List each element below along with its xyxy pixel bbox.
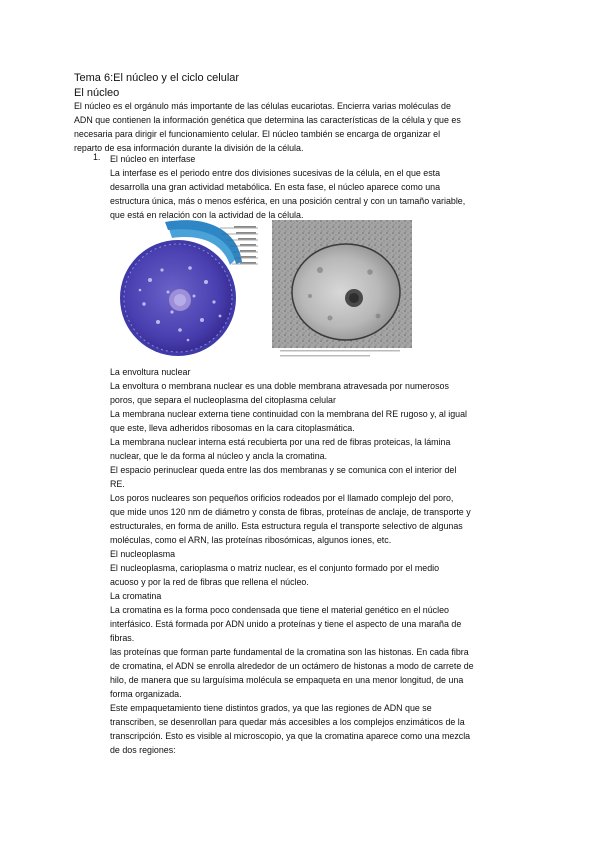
body-line: La membrana nuclear externa tiene continuidad con la membrana del RE rugoso y, al igual [110, 409, 468, 419]
body-line: El nucleoplasma, carioplasma o matriz nuclear, es el conjunto formado por el medio [110, 563, 440, 573]
body-line: transcripción. Esto es visible al microscopio, ya que la cromatina aparece como una mezcla [110, 731, 471, 741]
body-line: El espacio perinuclear queda entre las dos membranas y se comunica con el interior del [110, 465, 457, 475]
list-item-heading: El núcleo en interfase [110, 154, 196, 164]
body-heading: La envoltura nuclear [110, 367, 191, 377]
body-line: que este, lleva adheridos ribosomas en la cara citoplasmática. [110, 423, 355, 433]
body-line: moléculas, como el ARN, las proteínas ribosómicas, algunos iones, etc. [110, 535, 392, 545]
body-heading: La cromatina [110, 591, 162, 601]
page-title: Tema 6:El núcleo y el ciclo celular [74, 72, 240, 84]
intro-line: reparto de esa información durante la división de la célula. [74, 143, 304, 153]
body-line: poros, que separa el nucleoplasma del citoplasma celular [110, 395, 336, 405]
nucleus-figure [110, 220, 412, 362]
body-line: las proteínas que forman parte fundamental de la cromatina son las histonas. En cada fibra [110, 647, 469, 657]
body-heading: El nucleoplasma [110, 549, 176, 559]
body-line: hilo, de manera que su larguísima molécula se empaqueta en una menor longitud, de una [110, 675, 464, 685]
nucleus-diagram-svg [110, 220, 412, 362]
intro-line: El núcleo es el orgánulo más importante de las células eucariotas. Encierra varias moléculas de [74, 101, 451, 111]
intro-line: necesaria para dirigir el funcionamiento celular. El núcleo también se encarga de organizar el [74, 129, 441, 139]
body-line: fibras. [110, 633, 135, 643]
section-heading: El núcleo [74, 87, 120, 99]
body-line: estructurales, en forma de anillo. Esta estructura regula el transporte selectivo de algunas [110, 521, 463, 531]
intro-line: ADN que contienen la información genética que determina las características de la célula y que es [74, 115, 461, 125]
paragraph-line: La interfase es el periodo entre dos divisiones sucesivas de la célula, en el que esta [110, 168, 441, 178]
body-line: acuoso y por la red de fibras que rellena el núcleo. [110, 577, 309, 587]
body-line: nuclear, que le da forma al núcleo y ancla la cromatina. [110, 451, 328, 461]
body-line: de dos regiones: [110, 745, 176, 755]
body-line: Los poros nucleares son pequeños orificios rodeados por el llamado complejo del poro, [110, 493, 454, 503]
body-line: La envoltura o membrana nuclear es una doble membrana atravesada por numerosos [110, 381, 449, 391]
body-line: Este empaquetamiento tiene distintos grados, ya que las regiones de ADN que se [110, 703, 432, 713]
body-line: La cromatina es la forma poco condensada que tiene el material genético en el núcleo [110, 605, 449, 615]
paragraph-line: estructura única, más o menos esférica, en una posición central y con un tamaño variable, [110, 196, 466, 206]
body-line: forma organizada. [110, 689, 182, 699]
body-line: interfásico. Está formada por ADN unido a proteínas y tiene el aspecto de una maraña de [110, 619, 462, 629]
micrograph-caption-mark [280, 350, 400, 352]
body-line: RE. [110, 479, 125, 489]
body-line: de cromatina, el ADN se enrolla alrededor de un octámero de histonas a modo de carrete de [110, 661, 474, 671]
paragraph-line: desarrolla una gran actividad metabólica. En esta fase, el núcleo aparece como una [110, 182, 441, 192]
body-line: La membrana nuclear interna está recubierta por una red de fibras proteicas, la lámina [110, 437, 451, 447]
paragraph-line: que está en relación con la actividad de la célula. [110, 210, 304, 220]
list-number: 1. [93, 152, 101, 162]
body-line: que mide unos 120 nm de diámetro y consta de fibras, proteínas de anclaje, de transporte y [110, 507, 471, 517]
body-line: transcriben, se desenrollan para quedar más accesibles a los complejos enzimáticos de la [110, 717, 465, 727]
